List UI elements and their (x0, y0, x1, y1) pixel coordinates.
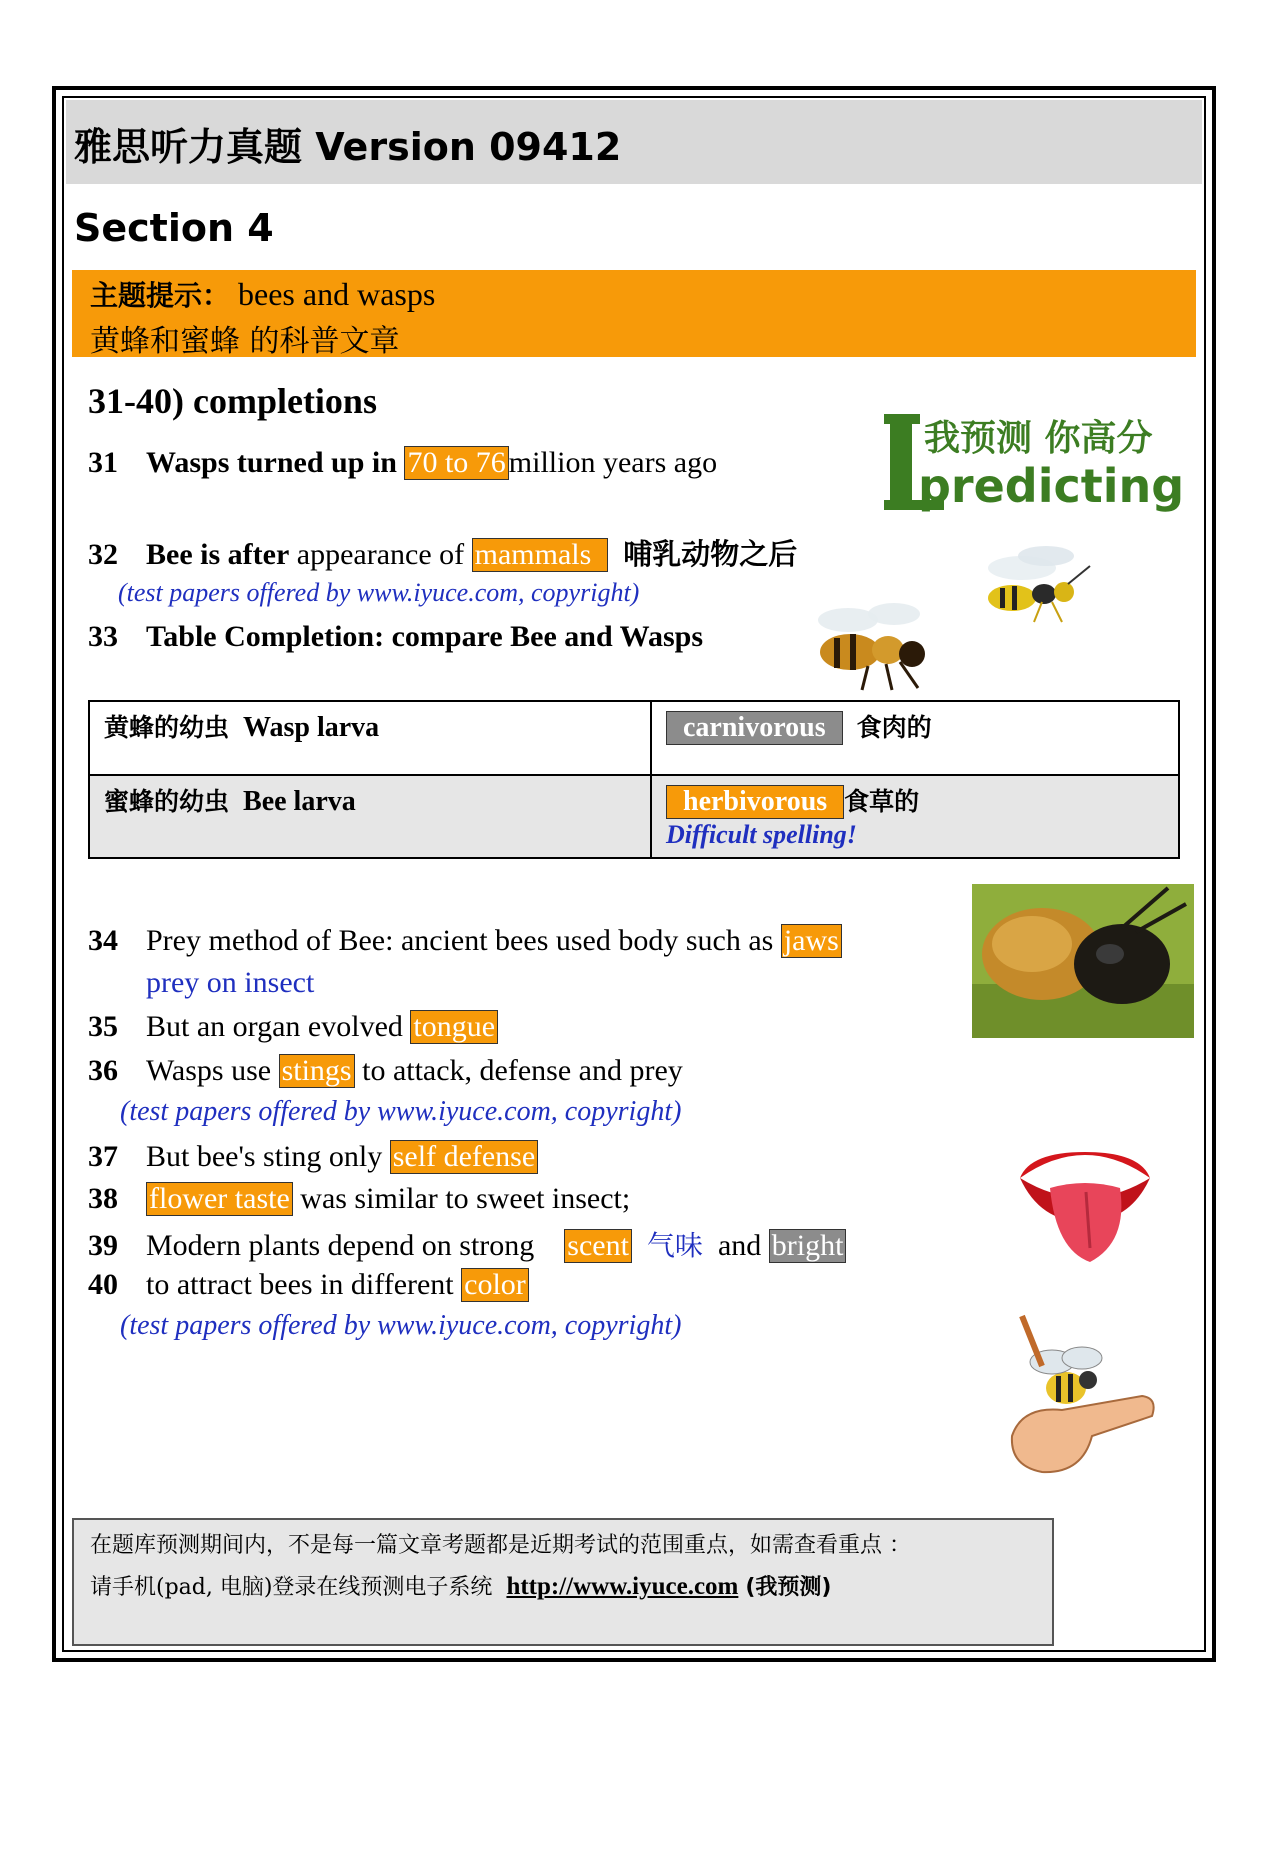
answer-box-39b: bright (769, 1229, 847, 1263)
table-cell-wasp: 黄蜂的幼虫 Wasp larva (89, 701, 651, 775)
answer-box-38: flower taste (146, 1182, 293, 1216)
question-number: 34 (88, 924, 118, 957)
question-34: 34 Prey method of Bee: ancient bees used body such as jaws (88, 924, 842, 958)
question-34-line2: prey on insect (146, 966, 315, 999)
table-cell-bee: 蜜蜂的幼虫 Bee larva (89, 775, 651, 858)
table-cell-bee-answer: herbivorous 食草的 Difficult spelling! (651, 775, 1179, 858)
answer-chinese-39: 气味 (646, 1229, 703, 1262)
questions-heading: 31-40) completions (88, 381, 377, 421)
question-number: 36 (88, 1054, 118, 1087)
tongue-picture (1010, 1122, 1160, 1272)
question-38: 38 flower taste was similar to sweet insect; (88, 1182, 631, 1215)
answer-box-34: jaws (781, 924, 842, 958)
copyright-note-2: (test papers offered by www.iyuce.com, copyright) (120, 1096, 682, 1127)
answer-box-35: tongue (410, 1010, 498, 1044)
iyuce-logo (884, 410, 1190, 514)
question-32: 32 Bee is after appearance of mammals 哺乳动物之后 (88, 537, 798, 571)
question-number: 32 (88, 538, 118, 571)
table-row (89, 775, 1179, 858)
topic-label: 主题提示： (90, 279, 231, 312)
answer-chinese-32: 哺乳动物之后 (623, 537, 798, 571)
logo-chars: 我预测 你高分 (924, 418, 1153, 459)
question-number: 37 (88, 1140, 118, 1173)
bee-closeup-picture (972, 884, 1194, 1038)
footer-line-1: 在题库预测期间内，不是每一篇文章考题都是近期考试的范围重点，如需查看重点 ： (90, 1533, 911, 1558)
table-cell-wasp-answer: carnivorous 食肉的 (651, 701, 1179, 775)
answer-box-wasp: carnivorous (666, 711, 843, 745)
question-number: 35 (88, 1010, 118, 1043)
logo-word: predicting (918, 459, 1185, 513)
wasp-picture (982, 536, 1114, 626)
footer-line-2: 请手机(pad, 电脑)登录在线预测电子系统 http://www.iyuce.com (我预测) (90, 1573, 832, 1600)
question-number: 39 (88, 1229, 118, 1262)
question-39: 39 Modern plants depend on strong scent 气味 and bright (88, 1224, 846, 1264)
answer-box-32: mammals (472, 538, 609, 572)
bee-sting-hand-picture (982, 1306, 1164, 1478)
question-37: 37 But bee's sting only self defense (88, 1140, 538, 1174)
topic-english: bees and wasps (238, 276, 436, 312)
iyuce-link[interactable]: http://www.iyuce.com (506, 1573, 739, 1600)
question-number: 33 (88, 620, 118, 653)
answer-box-36: stings (279, 1054, 355, 1088)
answer-box-37: self defense (390, 1140, 538, 1174)
page-title: 雅思听力真题 Version 09412 (74, 125, 622, 169)
question-number: 31 (88, 446, 118, 479)
question-number: 40 (88, 1268, 118, 1301)
answer-box-31: 70 to 76 (404, 446, 508, 480)
topic-chinese: 黄蜂和蜜蜂 的科普文章 (90, 324, 400, 359)
question-35: 35 But an organ evolved tongue (88, 1010, 498, 1044)
comparison-table (88, 700, 1180, 859)
spelling-note: Difficult spelling! (666, 820, 857, 849)
question-36: 36 Wasps use stings to attack, defense and prey (88, 1054, 683, 1087)
question-40: 40 to attract bees in different color (88, 1268, 529, 1302)
copyright-note-1: (test papers offered by www.iyuce.com, copyright) (118, 578, 640, 607)
question-33: 33 Table Completion: compare Bee and Wasps (88, 620, 704, 653)
question-31: 31 Wasps turned up in 70 to 76 million years ago (88, 446, 718, 479)
answer-box-40: color (461, 1268, 529, 1302)
answer-box-bee: herbivorous (666, 785, 844, 819)
table-row (89, 701, 1179, 775)
section-title: Section 4 (74, 206, 274, 250)
answer-box-39: scent (564, 1229, 632, 1263)
question-number: 38 (88, 1182, 118, 1215)
topic-line-1 (90, 274, 435, 314)
bee-picture (808, 594, 948, 694)
copyright-note-3: (test papers offered by www.iyuce.com, copyright) (120, 1310, 682, 1341)
